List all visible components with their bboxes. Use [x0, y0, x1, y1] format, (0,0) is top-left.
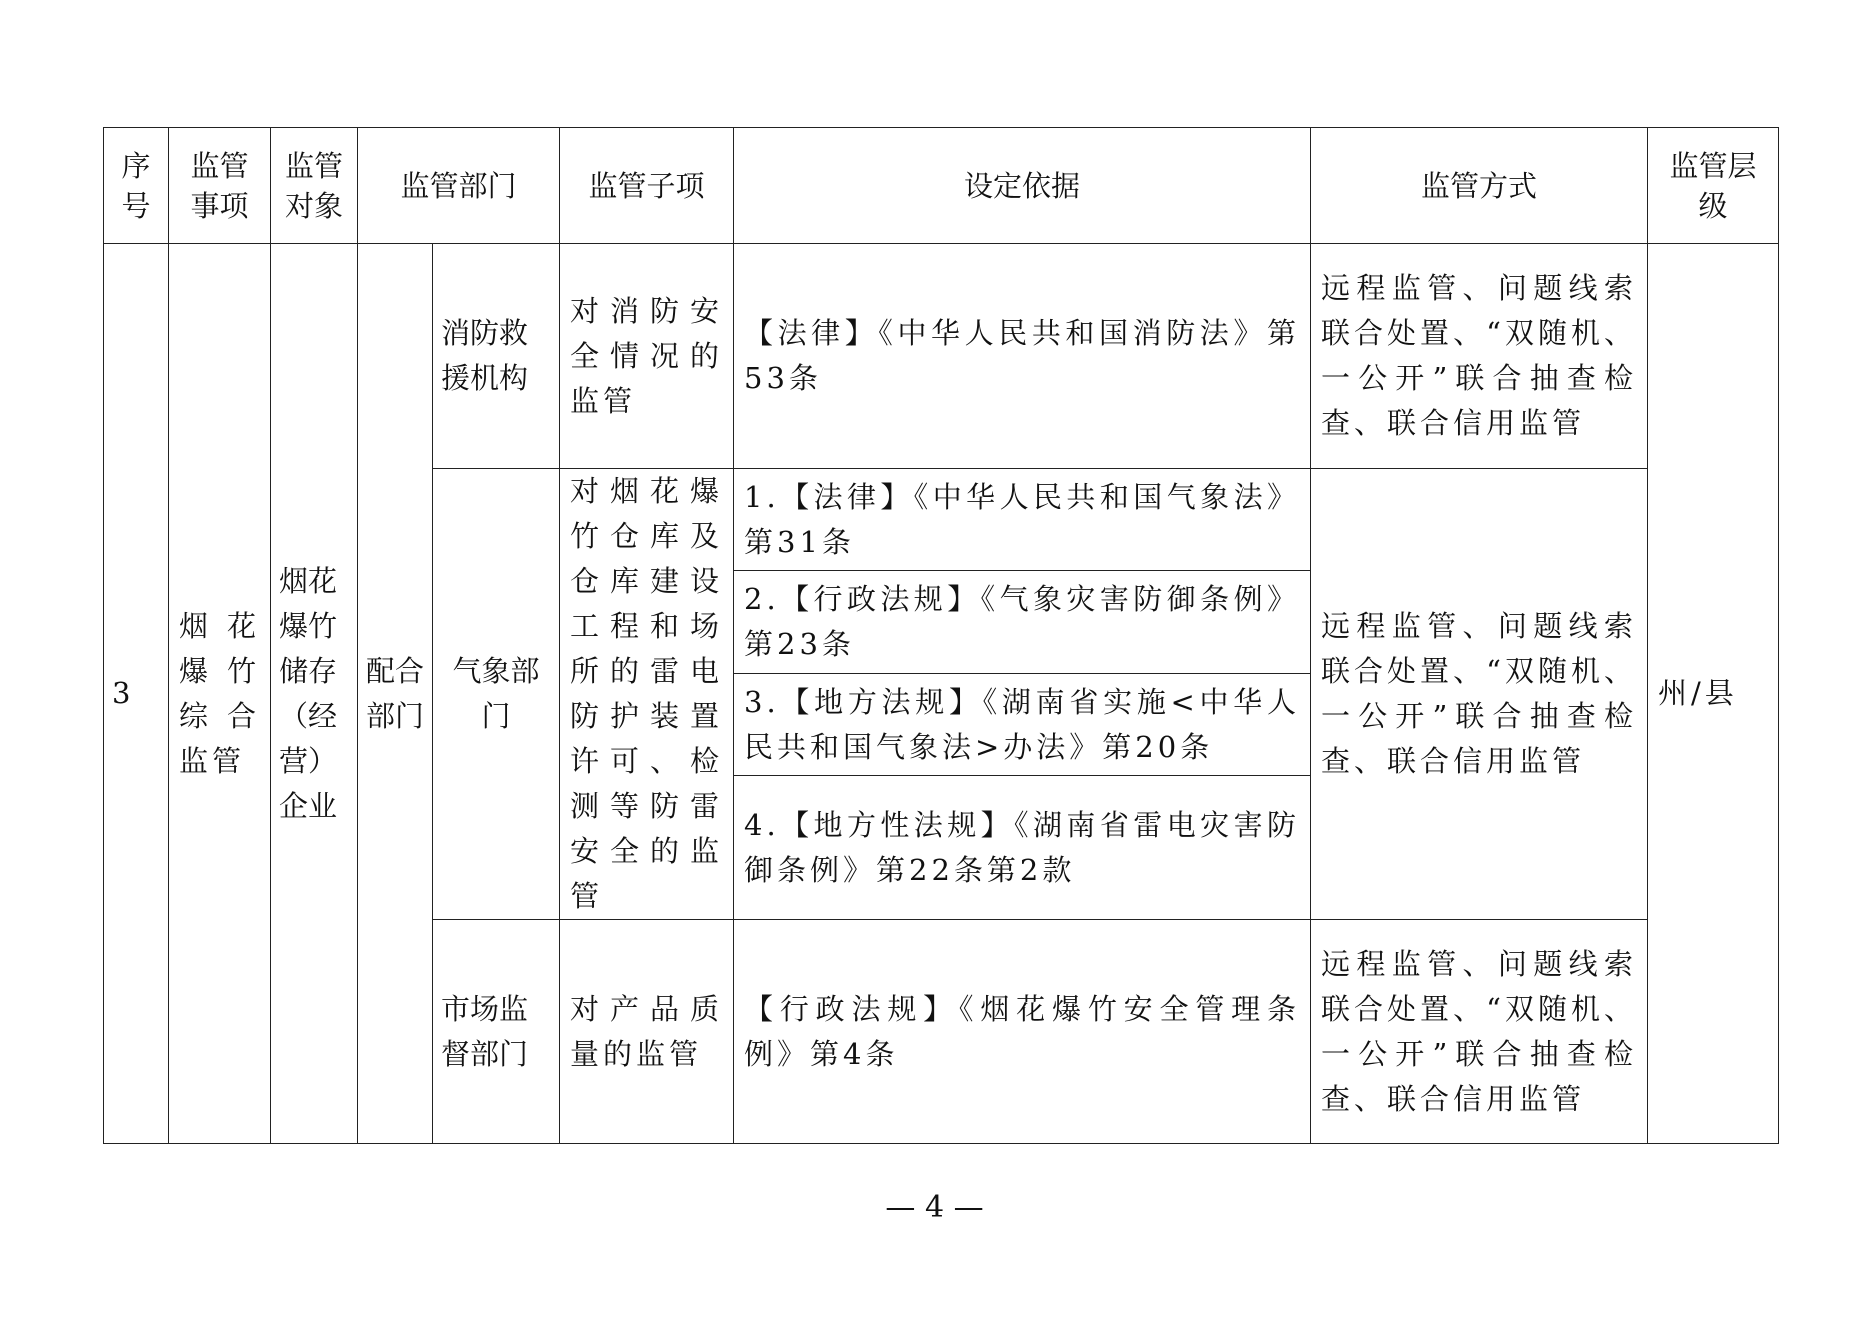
method-market: 远程监管、问题线索联合处置、“双随机、一公开”联合抽查检查、联合信用监管 — [1311, 920, 1648, 1144]
header-item: 监管事项 — [169, 128, 271, 244]
subitem-weather: 对烟花爆竹仓库及仓库建设工程和场所的雷电防护装置许可、检测等防雷安全的监管 — [560, 469, 734, 920]
page-number: — 4 — — [885, 1190, 984, 1225]
header-row — [104, 128, 1779, 244]
supervision-table — [103, 127, 1779, 1144]
dept-fire: 消防救援机构 — [433, 244, 560, 469]
header-basis: 设定依据 — [734, 128, 1311, 244]
basis-fire: 【法律】《中华人民共和国消防法》第53条 — [734, 244, 1311, 469]
header-dept: 监管部门 — [358, 128, 560, 244]
table-row — [104, 244, 1779, 469]
basis-weather-1: 1.【法律】《中华人民共和国气象法》第31条 — [734, 469, 1311, 571]
row-dept-role: 配合部门 — [358, 244, 433, 1144]
header-object: 监管对象 — [271, 128, 358, 244]
subitem-market: 对产品质量的监管 — [560, 920, 734, 1144]
header-method: 监管方式 — [1311, 128, 1648, 244]
row-item: 烟花爆竹综合监管 — [169, 244, 271, 1144]
basis-weather-3: 3.【地方法规】《湖南省实施<中华人民共和国气象法>办法》第20条 — [734, 673, 1311, 775]
subitem-fire: 对消防安全情况的监管 — [560, 244, 734, 469]
row-object: 烟花爆竹储存（经营）企业 — [271, 244, 358, 1144]
header-level: 监管层级 — [1648, 128, 1779, 244]
method-weather: 远程监管、问题线索联合处置、“双随机、一公开”联合抽查检查、联合信用监管 — [1311, 469, 1648, 920]
basis-market: 【行政法规】《烟花爆竹安全管理条例》第4条 — [734, 920, 1311, 1144]
basis-weather-4: 4.【地方性法规】《湖南省雷电灾害防御条例》第22条第2款 — [734, 776, 1311, 920]
row-level: 州/县 — [1648, 244, 1779, 1144]
row-seq: 3 — [104, 244, 169, 1144]
dept-market: 市场监督部门 — [433, 920, 560, 1144]
header-subitem: 监管子项 — [560, 128, 734, 244]
basis-weather-2: 2.【行政法规】《气象灾害防御条例》第23条 — [734, 571, 1311, 673]
method-fire: 远程监管、问题线索联合处置、“双随机、一公开”联合抽查检查、联合信用监管 — [1311, 244, 1648, 469]
header-seq: 序号 — [104, 128, 169, 244]
dept-weather: 气象部门 — [433, 469, 560, 920]
